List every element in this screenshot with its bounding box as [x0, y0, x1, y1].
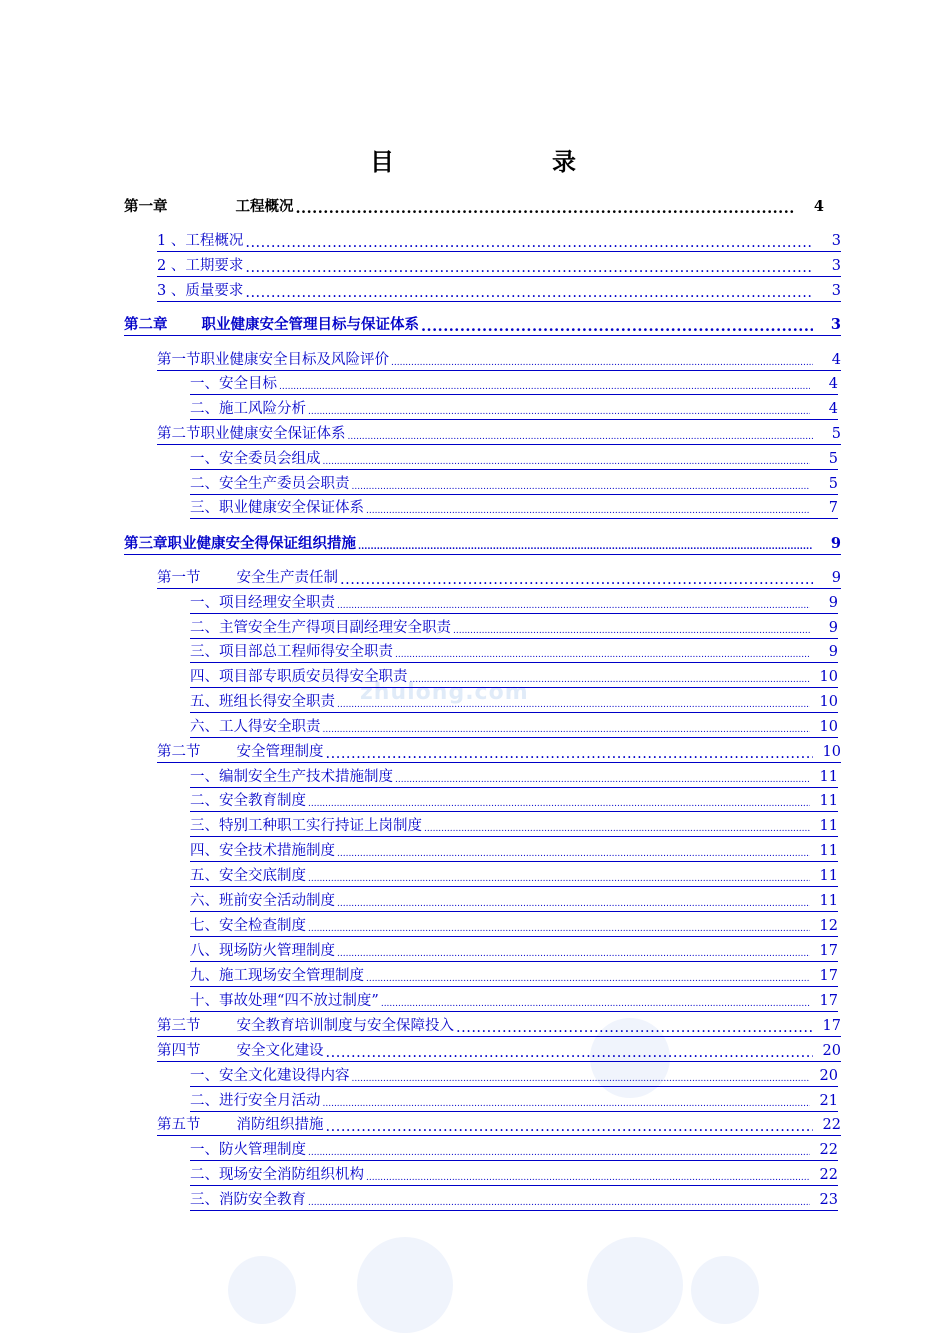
toc-entry[interactable]: [190, 891, 838, 912]
toc-entry-title: 一、安全委员会组成: [190, 451, 321, 467]
toc-entry-page: 17: [819, 943, 838, 959]
toc-entry[interactable]: [190, 841, 838, 862]
toc-leader-dots: [296, 201, 797, 217]
toc-entry-page: 10: [819, 694, 838, 710]
toc-entry[interactable]: [190, 399, 838, 420]
toc-entry-title: 三、消防安全教育: [190, 1192, 306, 1208]
toc-entry[interactable]: [190, 816, 838, 837]
toc-entry-page: 20: [822, 1043, 841, 1059]
toc-entry-number: 第三节: [157, 1018, 201, 1034]
toc-entry[interactable]: [190, 717, 838, 738]
toc-entry-title: 二、安全生产委员会职责: [190, 476, 350, 492]
toc-leader-dots: [308, 922, 810, 936]
toc-entry[interactable]: [190, 1091, 838, 1112]
toc-entry-page: 4: [831, 352, 841, 368]
toc-entry-title: 工程概况: [235, 198, 294, 215]
toc-entry-title: 二、施工风险分析: [190, 401, 306, 417]
toc-entry-section[interactable]: [157, 1041, 841, 1062]
toc-entry[interactable]: [190, 916, 838, 937]
toc-entry-title: 1 、工程概况: [157, 233, 244, 249]
toc-entry-title: 3 、质量要求: [157, 283, 244, 299]
toc-entry[interactable]: [157, 256, 841, 277]
toc-entry-page: 4: [828, 401, 838, 417]
toc-entry-title: 职业健康安全管理目标与保证体系: [201, 316, 419, 333]
toc-leader-dots: [366, 504, 810, 518]
toc-entry-section[interactable]: [157, 568, 841, 589]
toc-entry-title: 第三章职业健康安全得保证组织措施: [124, 535, 356, 552]
toc-entry-page: 11: [819, 868, 838, 884]
toc-entry[interactable]: [190, 667, 838, 688]
toc-entry-section[interactable]: [157, 1016, 841, 1037]
toc-entry-title: 一、防火管理制度: [190, 1142, 306, 1158]
toc-entry-page: 21: [819, 1093, 838, 1109]
toc-entry[interactable]: [190, 374, 838, 395]
toc-entry-title: 一、项目经理安全职责: [190, 595, 335, 611]
toc-entry-title: 二、现场安全消防组织机构: [190, 1167, 364, 1183]
toc-entry-number: 第一章: [124, 198, 168, 215]
toc-entry-page: 5: [828, 451, 838, 467]
toc-entry-chapter-1[interactable]: [124, 197, 824, 217]
toc-entry[interactable]: [190, 991, 838, 1012]
toc-entry-title: 四、项目部专职质安员得安全职责: [190, 669, 408, 685]
toc-leader-dots: [391, 356, 813, 370]
toc-entry[interactable]: [157, 231, 841, 252]
toc-entry-title: 一、安全文化建设得内容: [190, 1068, 350, 1084]
toc-entry-page: 9: [828, 644, 838, 660]
toc-leader-dots: [381, 997, 810, 1011]
toc-leader-dots: [245, 285, 813, 301]
toc-entry-title: 三、职业健康安全保证体系: [190, 500, 364, 516]
toc-entry-page: 3: [830, 316, 841, 333]
toc-entry-page: 4: [813, 198, 824, 215]
toc-entry-title: 四、安全技术措施制度: [190, 843, 335, 859]
toc-entry-page: 23: [819, 1192, 838, 1208]
toc-entry-page: 20: [819, 1068, 838, 1084]
toc-entry-page: 5: [828, 476, 838, 492]
toc-entry-title: 安全生产责任制: [236, 570, 338, 586]
toc-entry-page: 3: [831, 258, 841, 274]
toc-leader-dots: [245, 235, 813, 251]
toc-leader-dots: [326, 1119, 814, 1135]
toc-entry-page: 11: [819, 769, 838, 785]
toc-entry-number: 第四节: [157, 1043, 201, 1059]
toc-entry[interactable]: [190, 498, 838, 519]
toc-leader-dots: [352, 1072, 811, 1086]
toc-entry-page: 17: [819, 968, 838, 984]
toc-entry-title: 二、主管安全生产得项目副经理安全职责: [190, 620, 451, 636]
toc-leader-dots: [453, 624, 810, 638]
toc-entry-title: 消防组织措施: [236, 1117, 324, 1133]
toc-entry-page: 11: [819, 793, 838, 809]
toc-entry-chapter-2[interactable]: [124, 315, 841, 336]
toc-entry-title: 十、事故处理“四不放过制度”: [190, 993, 379, 1009]
toc-entry-page: 9: [828, 595, 838, 611]
toc-entry[interactable]: [190, 1140, 838, 1161]
toc-entry-title: 五、班组长得安全职责: [190, 694, 335, 710]
toc-title-char-1: 目: [370, 147, 394, 176]
toc-entry[interactable]: [190, 767, 838, 788]
toc-leader-dots: [348, 430, 814, 444]
toc-leader-dots: [308, 1196, 810, 1210]
toc-leader-dots: [421, 319, 813, 335]
toc-entry-page: 4: [828, 376, 838, 392]
toc-entry-page: 11: [819, 843, 838, 859]
toc-leader-dots: [337, 847, 810, 861]
toc-entry[interactable]: [157, 281, 841, 302]
toc-leader-dots: [308, 872, 810, 886]
toc-entry[interactable]: [190, 1190, 838, 1211]
toc-entry-section[interactable]: [157, 1115, 841, 1136]
toc-leader-dots: [366, 1171, 810, 1185]
toc-entry-title: 安全教育培训制度与安全保障投入: [236, 1018, 454, 1034]
toc-entry-page: 17: [819, 993, 838, 1009]
toc-entry-page: 7: [828, 500, 838, 516]
toc-entry-page: 11: [819, 893, 838, 909]
toc-entry-title: 安全文化建设: [236, 1043, 324, 1059]
toc-entry-number: 第二节: [157, 744, 201, 760]
toc-entry-page: 5: [831, 426, 841, 442]
toc-leader-dots: [326, 1045, 814, 1061]
toc-leader-dots: [352, 480, 811, 494]
toc-entry-title: 二、安全教育制度: [190, 793, 306, 809]
toc-entry[interactable]: [190, 1165, 838, 1186]
toc-entry[interactable]: [190, 791, 838, 812]
toc-leader-dots: [358, 540, 813, 554]
toc-entry[interactable]: [190, 593, 838, 614]
toc-entry-page: 3: [831, 233, 841, 249]
toc-entry-title: 五、安全交底制度: [190, 868, 306, 884]
toc-entry[interactable]: [190, 866, 838, 887]
toc-entry[interactable]: [190, 449, 838, 470]
toc-entry-title: 六、班前安全活动制度: [190, 893, 335, 909]
toc-leader-dots: [337, 947, 810, 961]
toc-leader-dots: [308, 405, 810, 419]
toc-entry-title: 安全管理制度: [236, 744, 324, 760]
toc-leader-dots: [326, 746, 814, 762]
toc-entry-title: 2 、工期要求: [157, 258, 244, 274]
toc-entry-page: 9: [828, 620, 838, 636]
toc-entry-page: 11: [819, 818, 838, 834]
toc-entry-page: 22: [819, 1142, 838, 1158]
toc-entry-title: 七、安全检查制度: [190, 918, 306, 934]
toc-entry-chapter-3[interactable]: [124, 534, 841, 555]
toc-leader-dots: [395, 648, 810, 662]
toc-entry-title: 九、施工现场安全管理制度: [190, 968, 364, 984]
toc-entry-page: 10: [819, 719, 838, 735]
toc-entry-title: 二、进行安全月活动: [190, 1093, 321, 1109]
toc-entry-page: 9: [830, 535, 841, 552]
toc-leader-dots: [308, 797, 810, 811]
toc-entry-title: 一、编制安全生产技术措施制度: [190, 769, 393, 785]
toc-entry-section[interactable]: [157, 350, 841, 371]
toc-entry-number: 第二章: [124, 316, 168, 333]
toc-entry-section[interactable]: [157, 424, 841, 445]
toc-leader-dots: [323, 455, 811, 469]
toc-entry-title: 三、项目部总工程师得安全职责: [190, 644, 393, 660]
toc-title-char-2: 录: [552, 147, 576, 176]
toc-leader-dots: [410, 673, 811, 687]
toc-entry-page: 12: [819, 918, 838, 934]
toc-leader-dots: [424, 822, 810, 836]
toc-leader-dots: [337, 698, 810, 712]
toc-leader-dots: [340, 572, 813, 588]
toc-entry-page: 9: [831, 570, 841, 586]
toc-entry-page: 10: [819, 669, 838, 685]
toc-leader-dots: [337, 599, 810, 613]
toc-entry-title: 第二节职业健康安全保证体系: [157, 426, 346, 442]
toc-leader-dots: [323, 723, 811, 737]
toc-entry-title: 第一节职业健康安全目标及风险评价: [157, 352, 389, 368]
toc-leader-dots: [323, 1097, 811, 1111]
toc-entry[interactable]: [190, 1066, 838, 1087]
toc-entry-page: 10: [822, 744, 841, 760]
toc-leader-dots: [308, 1146, 810, 1160]
toc-entry-title: 三、特别工种职工实行持证上岗制度: [190, 818, 422, 834]
toc-entry-page: 3: [831, 283, 841, 299]
toc-entry-title: 八、现场防火管理制度: [190, 943, 335, 959]
toc-leader-dots: [395, 773, 810, 787]
toc-entry[interactable]: [190, 474, 838, 495]
toc-entry[interactable]: [190, 966, 838, 987]
toc-entry-page: 22: [822, 1117, 841, 1133]
toc-entry-title: 一、安全目标: [190, 376, 277, 392]
toc-entry-number: 第五节: [157, 1117, 201, 1133]
toc-entry-number: 第一节: [157, 570, 201, 586]
toc-leader-dots: [366, 972, 810, 986]
toc-entry[interactable]: [190, 941, 838, 962]
toc-leader-dots: [245, 260, 813, 276]
toc-entry-section[interactable]: [157, 742, 841, 763]
toc-leader-dots: [456, 1020, 813, 1036]
toc-entry[interactable]: [190, 618, 838, 639]
toc-entry-page: 17: [822, 1018, 841, 1034]
toc-entry-title: 六、工人得安全职责: [190, 719, 321, 735]
toc-entry-page: 22: [819, 1167, 838, 1183]
toc-entry[interactable]: [190, 642, 838, 663]
toc-entry[interactable]: [190, 692, 838, 713]
toc-leader-dots: [337, 897, 810, 911]
toc-leader-dots: [279, 380, 810, 394]
watermark-text: zhulong.com: [360, 680, 529, 705]
